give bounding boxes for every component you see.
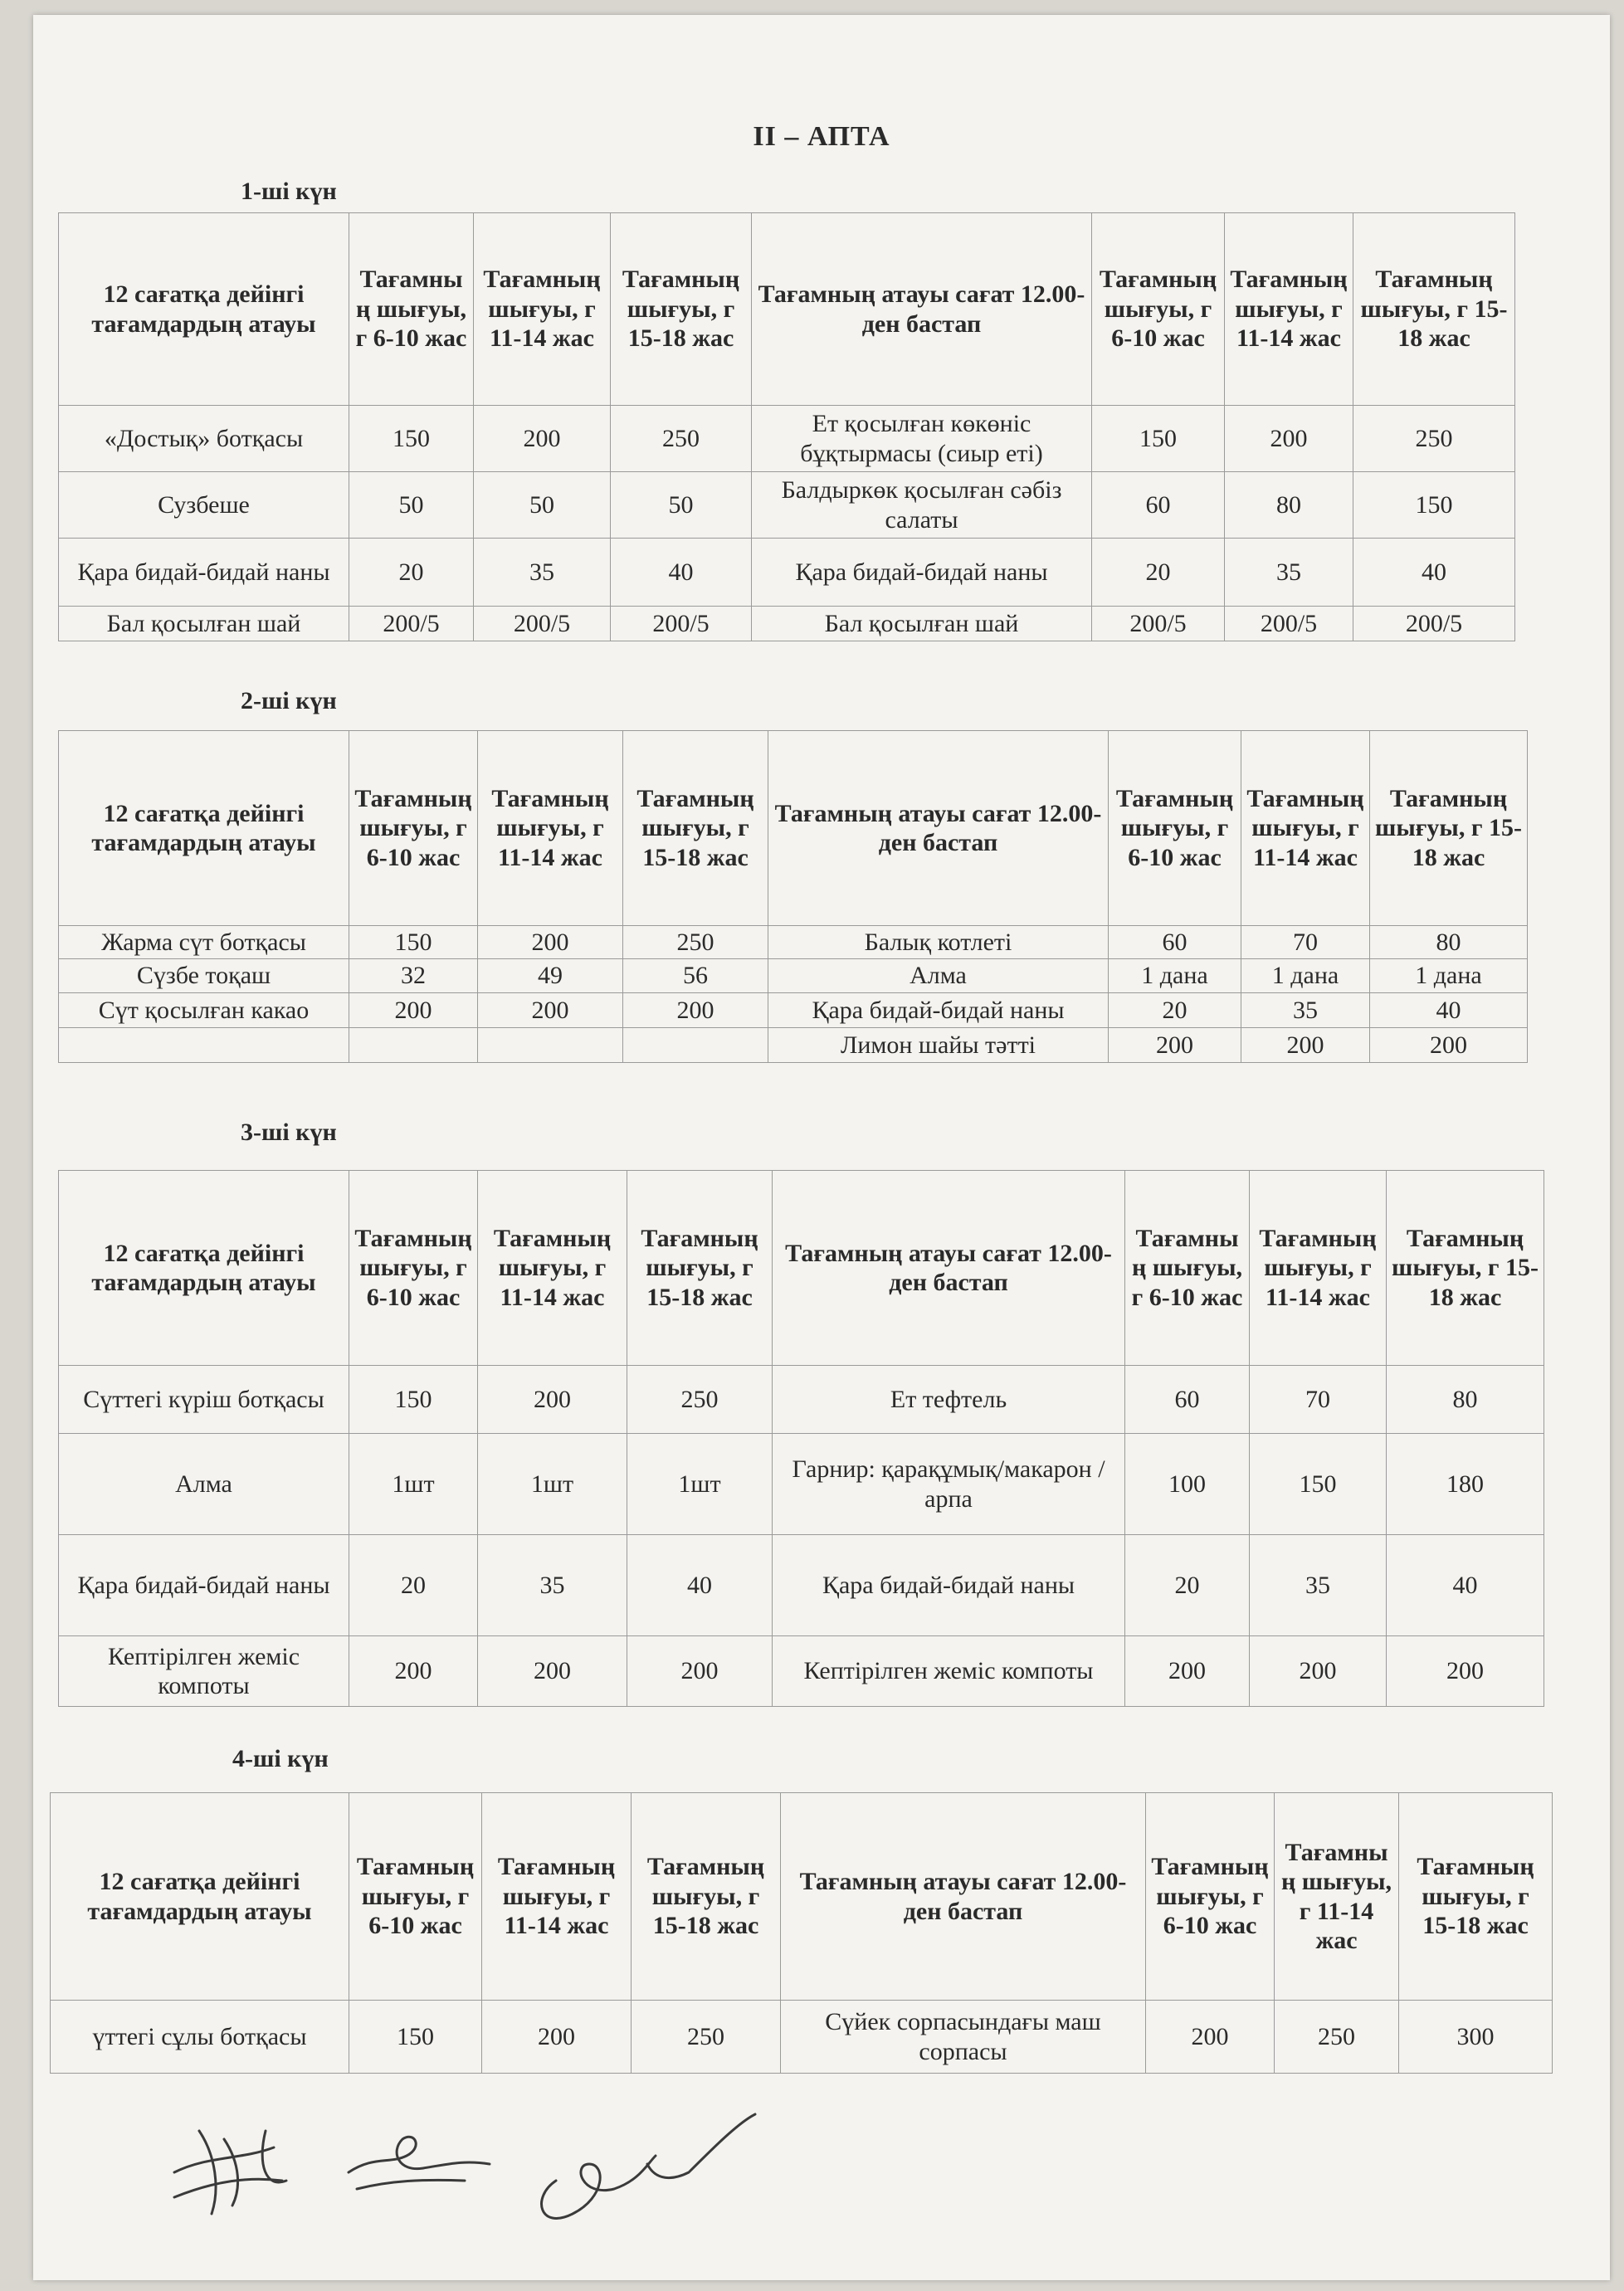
header-yield-6-10: Тағамның шығуы, г 6-10 жас xyxy=(1125,1171,1250,1366)
morning-yield xyxy=(478,1027,623,1062)
header-yield-15-18: Тағамның шығуы, г 15-18 жас xyxy=(632,1793,781,2001)
afternoon-yield: 200/5 xyxy=(1092,607,1225,641)
afternoon-yield: 180 xyxy=(1387,1434,1544,1535)
morning-yield: 200 xyxy=(482,2001,632,2074)
afternoon-yield: 150 xyxy=(1353,472,1515,539)
afternoon-yield: 200/5 xyxy=(1225,607,1353,641)
morning-yield xyxy=(349,1027,478,1062)
morning-yield: 40 xyxy=(627,1535,773,1636)
afternoon-yield: 70 xyxy=(1250,1366,1387,1434)
afternoon-dish: Бал қосылған шай xyxy=(752,607,1092,641)
afternoon-dish: Алма xyxy=(768,959,1109,992)
afternoon-yield: 200 xyxy=(1370,1027,1528,1062)
afternoon-yield: 35 xyxy=(1225,539,1353,607)
afternoon-dish: Сүйек сорпасындағы маш сорпасы xyxy=(781,2001,1146,2074)
afternoon-yield: 200 xyxy=(1146,2001,1275,2074)
day-1-table xyxy=(58,212,1515,641)
morning-dish: Сүзбе тоқаш xyxy=(59,959,349,992)
morning-yield: 200 xyxy=(349,1636,478,1707)
morning-yield: 150 xyxy=(349,406,474,472)
day-2-table xyxy=(58,730,1528,1063)
morning-yield: 50 xyxy=(349,472,474,539)
afternoon-yield: 60 xyxy=(1109,926,1241,959)
day-4-table xyxy=(50,1792,1553,2074)
header-yield-11-14: Тағамның шығуы, г 11-14 жас xyxy=(474,213,611,406)
morning-yield: 1шт xyxy=(627,1434,773,1535)
table-row xyxy=(59,539,1515,607)
afternoon-yield: 20 xyxy=(1109,992,1241,1027)
afternoon-yield: 60 xyxy=(1092,472,1225,539)
morning-yield: 200 xyxy=(478,1636,627,1707)
afternoon-yield: 200 xyxy=(1125,1636,1250,1707)
header-yield-11-14: Тағамның шығуы, г 11-14 жас xyxy=(1225,213,1353,406)
table-header-row xyxy=(51,1793,1553,2001)
table-row xyxy=(59,472,1515,539)
afternoon-dish: Кептірілген жеміс компоты xyxy=(773,1636,1125,1707)
morning-yield: 250 xyxy=(611,406,752,472)
afternoon-yield: 40 xyxy=(1387,1535,1544,1636)
afternoon-yield: 1 дана xyxy=(1241,959,1370,992)
morning-dish: «Достық» ботқасы xyxy=(59,406,349,472)
table-header-row xyxy=(59,1171,1544,1366)
morning-dish: үттегі сұлы ботқасы xyxy=(51,2001,349,2074)
table-row xyxy=(51,2001,1553,2074)
table-row xyxy=(59,926,1528,959)
header-yield-11-14: Тағамның шығуы, г 11-14 жас xyxy=(478,1171,627,1366)
morning-dish: Кептірілген жеміс компоты xyxy=(59,1636,349,1707)
afternoon-yield: 150 xyxy=(1250,1434,1387,1535)
table-row xyxy=(59,406,1515,472)
afternoon-yield: 80 xyxy=(1370,926,1528,959)
day-3-table xyxy=(58,1170,1544,1707)
afternoon-yield: 1 дана xyxy=(1370,959,1528,992)
handwritten-signatures xyxy=(141,2081,805,2230)
afternoon-yield: 150 xyxy=(1092,406,1225,472)
table-row xyxy=(59,1366,1544,1434)
table-row xyxy=(59,1027,1528,1062)
afternoon-yield: 70 xyxy=(1241,926,1370,959)
afternoon-yield: 60 xyxy=(1125,1366,1250,1434)
afternoon-dish: Балық котлеті xyxy=(768,926,1109,959)
morning-dish: Сүттегі күріш ботқасы xyxy=(59,1366,349,1434)
header-yield-11-14: Тағамның шығуы, г 11-14 жас xyxy=(1250,1171,1387,1366)
header-yield-6-10: Тағамның шығуы, г 6-10 жас xyxy=(1109,731,1241,926)
document-title: II – АПТА xyxy=(753,121,890,152)
afternoon-yield: 200 xyxy=(1241,1027,1370,1062)
morning-yield: 250 xyxy=(627,1366,773,1434)
header-yield-6-10: Тағамның шығуы, г 6-10 жас xyxy=(1146,1793,1275,2001)
afternoon-yield: 80 xyxy=(1225,472,1353,539)
morning-yield: 49 xyxy=(478,959,623,992)
afternoon-yield: 200 xyxy=(1387,1636,1544,1707)
morning-yield: 1шт xyxy=(478,1434,627,1535)
morning-yield: 150 xyxy=(349,1366,478,1434)
afternoon-yield: 80 xyxy=(1387,1366,1544,1434)
morning-yield: 200/5 xyxy=(611,607,752,641)
morning-yield: 32 xyxy=(349,959,478,992)
afternoon-yield: 40 xyxy=(1370,992,1528,1027)
header-morning-name: 12 сағатқа дейінгі тағамдардың атауы xyxy=(51,1793,349,2001)
header-morning-name: 12 сағатқа дейінгі тағамдардың атауы xyxy=(59,731,349,926)
header-yield-6-10: Тағамның шығуы, г 6-10 жас xyxy=(349,731,478,926)
morning-dish: Сузбеше xyxy=(59,472,349,539)
morning-yield: 20 xyxy=(349,539,474,607)
header-yield-11-14: Тағамның шығуы, г 11-14 жас xyxy=(482,1793,632,2001)
morning-yield: 40 xyxy=(611,539,752,607)
header-yield-15-18: Тағамның шығуы, г 15-18 жас xyxy=(611,213,752,406)
table-row xyxy=(59,607,1515,641)
header-yield-15-18: Тағамның шығуы, г 15-18 жас xyxy=(1399,1793,1553,2001)
afternoon-dish: Қара бидай-бидай наны xyxy=(773,1535,1125,1636)
afternoon-yield: 35 xyxy=(1250,1535,1387,1636)
document-page xyxy=(33,15,1610,2280)
header-yield-15-18: Тағамның шығуы, г 15-18 жас xyxy=(623,731,768,926)
afternoon-yield: 35 xyxy=(1241,992,1370,1027)
morning-yield: 1шт xyxy=(349,1434,478,1535)
table-row xyxy=(59,1434,1544,1535)
morning-yield: 50 xyxy=(474,472,611,539)
morning-yield: 200 xyxy=(349,992,478,1027)
table-row xyxy=(59,992,1528,1027)
afternoon-dish: Ет тефтель xyxy=(773,1366,1125,1434)
afternoon-yield: 40 xyxy=(1353,539,1515,607)
morning-dish: Жарма сүт ботқасы xyxy=(59,926,349,959)
morning-yield xyxy=(623,1027,768,1062)
morning-yield: 250 xyxy=(623,926,768,959)
afternoon-yield: 20 xyxy=(1125,1535,1250,1636)
morning-yield: 200 xyxy=(478,926,623,959)
afternoon-dish: Қара бидай-бидай наны xyxy=(752,539,1092,607)
header-afternoon-name: Тағамның атауы сағат 12.00-ден бастап xyxy=(781,1793,1146,2001)
morning-yield: 200 xyxy=(478,992,623,1027)
morning-yield: 200 xyxy=(627,1636,773,1707)
morning-dish: Алма xyxy=(59,1434,349,1535)
afternoon-yield: 200 xyxy=(1109,1027,1241,1062)
morning-yield: 200 xyxy=(623,992,768,1027)
header-afternoon-name: Тағамның атауы сағат 12.00-ден бастап xyxy=(773,1171,1125,1366)
header-yield-6-10: Тағамның шығуы, г 6-10 жас xyxy=(349,1171,478,1366)
header-yield-15-18: Тағамның шығуы, г 15-18 жас xyxy=(1353,213,1515,406)
morning-dish xyxy=(59,1027,349,1062)
table-header-row xyxy=(59,731,1528,926)
afternoon-dish: Балдыркөк қосылған сәбіз салаты xyxy=(752,472,1092,539)
morning-dish: Қара бидай-бидай наны xyxy=(59,539,349,607)
morning-dish: Қара бидай-бидай наны xyxy=(59,1535,349,1636)
afternoon-dish: Гарнир: қарақұмық/макарон / арпа xyxy=(773,1434,1125,1535)
afternoon-dish: Қара бидай-бидай наны xyxy=(768,992,1109,1027)
header-morning-name: 12 сағатқа дейінгі тағамдардың атауы xyxy=(59,213,349,406)
header-yield-11-14: Тағамның шығуы, г 11-14 жас xyxy=(478,731,623,926)
afternoon-yield: 1 дана xyxy=(1109,959,1241,992)
header-yield-15-18: Тағамның шығуы, г 15-18 жас xyxy=(1370,731,1528,926)
afternoon-yield: 250 xyxy=(1353,406,1515,472)
afternoon-yield: 100 xyxy=(1125,1434,1250,1535)
header-yield-15-18: Тағамның шығуы, г 15-18 жас xyxy=(1387,1171,1544,1366)
table-row xyxy=(59,1636,1544,1707)
morning-yield: 50 xyxy=(611,472,752,539)
morning-dish: Бал қосылған шай xyxy=(59,607,349,641)
morning-yield: 35 xyxy=(474,539,611,607)
header-yield-6-10: Тағамның шығуы, г 6-10 жас xyxy=(349,213,474,406)
table-header-row xyxy=(59,213,1515,406)
morning-yield: 20 xyxy=(349,1535,478,1636)
header-yield-11-14: Тағамның шығуы, г 11-14 жас xyxy=(1275,1793,1399,2001)
afternoon-yield: 200 xyxy=(1250,1636,1387,1707)
afternoon-yield: 200 xyxy=(1225,406,1353,472)
header-yield-6-10: Тағамның шығуы, г 6-10 жас xyxy=(1092,213,1225,406)
day-3-title: 3-ші күн xyxy=(241,1119,337,1146)
morning-yield: 200 xyxy=(478,1366,627,1434)
afternoon-yield: 300 xyxy=(1399,2001,1553,2074)
morning-yield: 200 xyxy=(474,406,611,472)
morning-yield: 200/5 xyxy=(474,607,611,641)
afternoon-dish: Лимон шайы тәтті xyxy=(768,1027,1109,1062)
morning-yield: 200/5 xyxy=(349,607,474,641)
header-yield-15-18: Тағамның шығуы, г 15-18 жас xyxy=(627,1171,773,1366)
afternoon-yield: 250 xyxy=(1275,2001,1399,2074)
header-afternoon-name: Тағамның атауы сағат 12.00-ден бастап xyxy=(768,731,1109,926)
table-row xyxy=(59,959,1528,992)
morning-yield: 150 xyxy=(349,2001,482,2074)
morning-yield: 150 xyxy=(349,926,478,959)
day-4-title: 4-ші күн xyxy=(232,1745,329,1772)
morning-yield: 56 xyxy=(623,959,768,992)
day-2-title: 2-ші күн xyxy=(241,687,337,714)
header-afternoon-name: Тағамның атауы сағат 12.00-ден бастап xyxy=(752,213,1092,406)
header-morning-name: 12 сағатқа дейінгі тағамдардың атауы xyxy=(59,1171,349,1366)
morning-yield: 35 xyxy=(478,1535,627,1636)
afternoon-yield: 200/5 xyxy=(1353,607,1515,641)
morning-yield: 250 xyxy=(632,2001,781,2074)
table-row xyxy=(59,1535,1544,1636)
afternoon-dish: Ет қосылған көкөніс бұқтырмасы (сиыр еті) xyxy=(752,406,1092,472)
day-1-title: 1-ші күн xyxy=(241,178,337,205)
afternoon-yield: 20 xyxy=(1092,539,1225,607)
morning-dish: Сүт қосылған какао xyxy=(59,992,349,1027)
header-yield-6-10: Тағамның шығуы, г 6-10 жас xyxy=(349,1793,482,2001)
header-yield-11-14: Тағамның шығуы, г 11-14 жас xyxy=(1241,731,1370,926)
